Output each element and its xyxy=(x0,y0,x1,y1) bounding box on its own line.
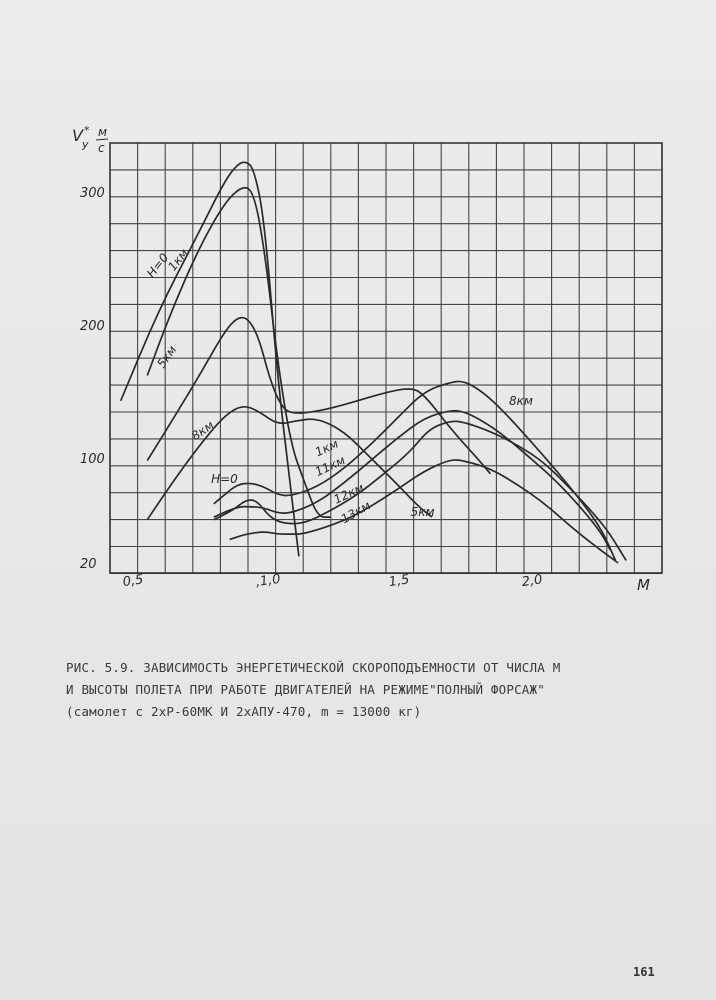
figure-caption xyxy=(66,657,686,723)
series-line-0 xyxy=(121,162,299,556)
y-axis-unit-den: с xyxy=(98,141,105,155)
curve-label-9: 5км xyxy=(410,504,435,519)
curve-label-10: 8км xyxy=(509,393,533,408)
curve-label-4: H=0 xyxy=(211,471,238,486)
caption-line-1: РИС. 5.9. ЗАВИСИМОСТЬ ЭНЕРГЕТИЧЕСКОЙ СКОРОПОДЪЕМНОСТИ ОТ ЧИСЛА М xyxy=(66,660,561,675)
caption-line-3: (самолет с 2хР-60МК И 2хАПУ-470, m = 13000 кг) xyxy=(66,704,422,719)
y-axis-label-main: V xyxy=(72,126,83,145)
page-number: 161 xyxy=(633,965,655,979)
y-axis-unit-num: м xyxy=(98,125,108,139)
grid xyxy=(110,143,662,573)
curve-label-7: 12км xyxy=(331,480,367,507)
axis-ticks xyxy=(80,186,543,590)
y-tick-label-1: 100 xyxy=(80,452,105,467)
x-tick-label-0: 0,5 xyxy=(121,572,145,591)
x-axis-label: M xyxy=(637,576,650,594)
curve-label-6: 11км xyxy=(312,453,348,480)
caption-line-2: И ВЫСОТЫ ПОЛЕТА ПРИ РАБОТЕ ДВИГАТЕЛЕЙ НА РЕЖИМЕ"ПОЛНЫЙ ФОРСАЖ" xyxy=(66,682,545,697)
curve-label-1: 1км xyxy=(165,246,191,274)
y-axis-label-sup: * xyxy=(84,124,90,137)
series-lines xyxy=(121,162,626,563)
curve-label-2: 5км xyxy=(154,342,180,371)
series-line-3 xyxy=(147,407,432,520)
y-axis-unit-bar xyxy=(96,139,108,140)
curve-label-0: H=0 xyxy=(143,250,172,281)
x-tick-label-1: ,1,0 xyxy=(254,571,282,591)
x-tick-label-3: 2,0 xyxy=(520,572,544,591)
y-axis-label-sub: y xyxy=(82,138,89,151)
y-tick-label-0: 20 xyxy=(80,557,97,572)
curve-label-5: 1км xyxy=(312,436,341,460)
y-tick-label-3: 300 xyxy=(80,186,105,201)
x-tick-label-2: 1,5 xyxy=(387,572,411,591)
curve-label-3: 8км xyxy=(188,417,217,444)
y-tick-label-2: 200 xyxy=(80,319,105,334)
curve-label-8: 13км xyxy=(338,498,373,527)
